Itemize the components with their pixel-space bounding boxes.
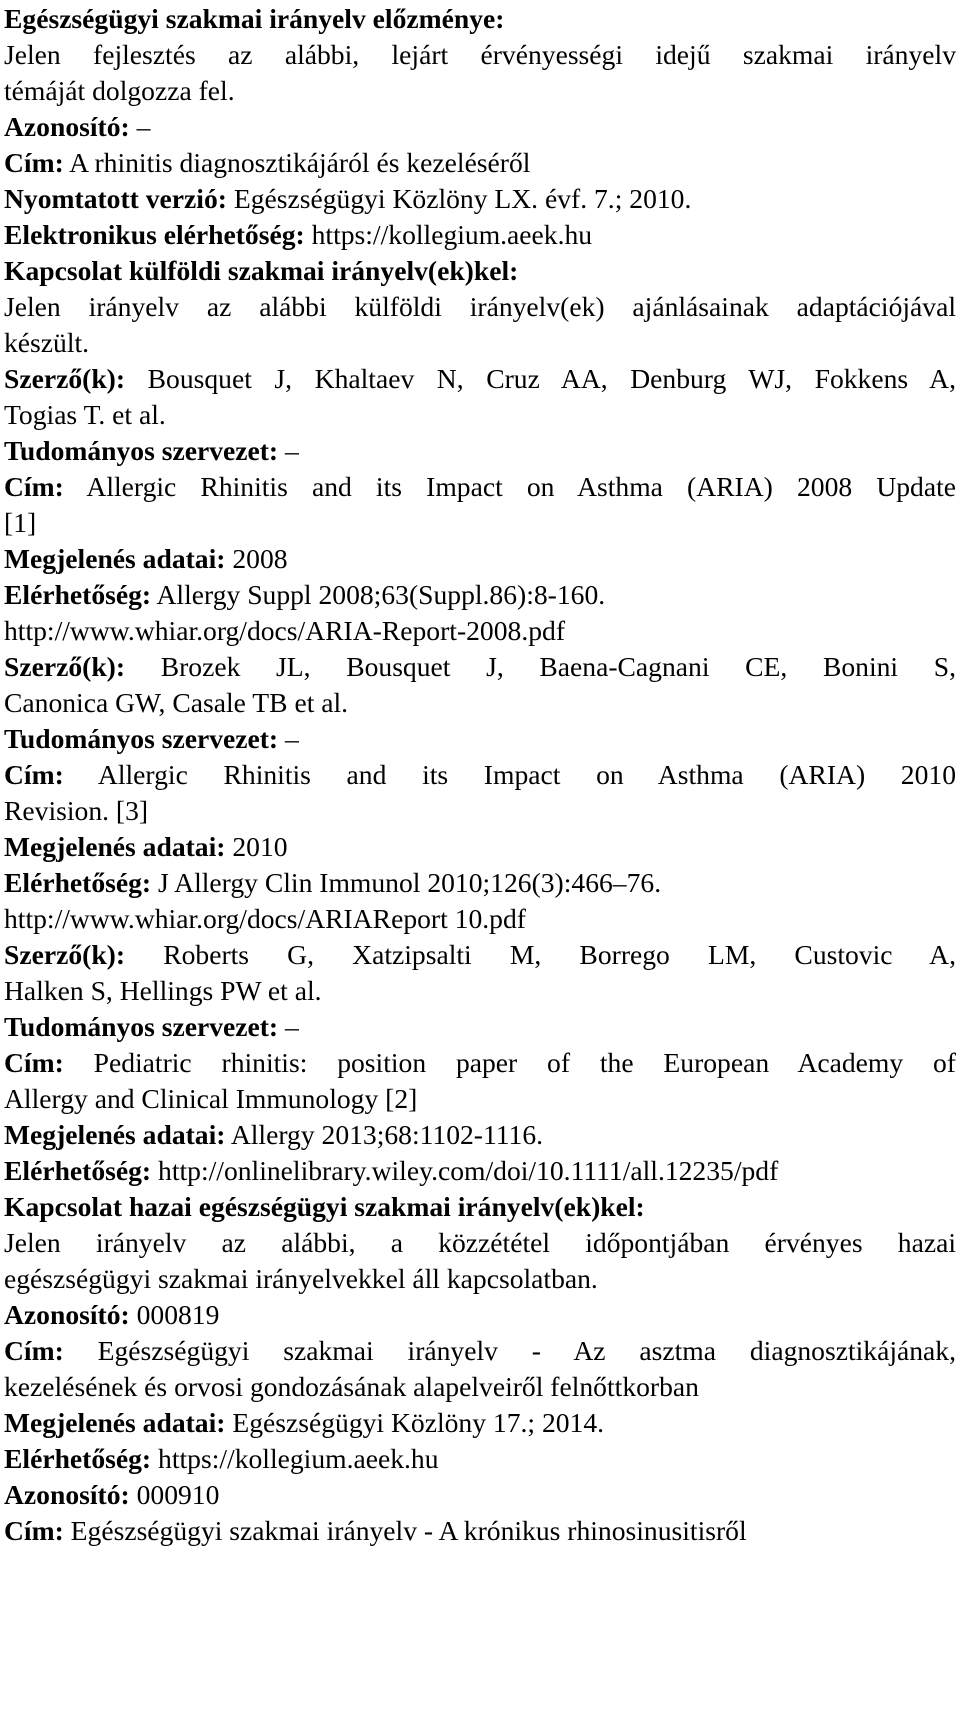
field-label: Cím:	[4, 1047, 64, 1078]
text-line	[4, 398, 956, 434]
text-line	[4, 1082, 956, 1118]
field-label: Szerző(k):	[4, 939, 126, 970]
field-label: Megjelenés adatai:	[4, 1119, 226, 1150]
text-line	[4, 1154, 956, 1190]
text-line	[4, 506, 956, 542]
text-line	[4, 434, 956, 470]
text-line	[4, 326, 956, 362]
text-line	[4, 74, 956, 110]
text-line	[4, 866, 956, 902]
field-label: Kapcsolat hazai egészségügyi szakmai irányelv(ek)kel:	[4, 1191, 645, 1222]
field-value: Allergy 2013;68:1102-1116.	[225, 1119, 544, 1150]
field-label: Kapcsolat külföldi szakmai irányelv(ek)kel:	[4, 255, 519, 286]
field-value: kezelésének és orvosi gondozásának alapelveiről felnőttkorban	[4, 1371, 699, 1402]
field-label: Azonosító:	[4, 1479, 130, 1510]
text-line	[4, 1442, 956, 1478]
text-line	[4, 686, 956, 722]
field-label: Cím:	[4, 759, 64, 790]
field-value: http://onlinelibrary.wiley.com/doi/10.1111/all.12235/pdf	[151, 1155, 779, 1186]
text-line	[4, 614, 956, 650]
field-value: [1]	[4, 507, 37, 538]
field-value: Roberts G, Xatzipsalti M, Borrego LM, Custovic A,	[125, 939, 956, 970]
field-label: Cím:	[4, 1335, 64, 1366]
field-value: Allergic Rhinitis and its Impact on Asthma (ARIA) 2008 Update	[63, 471, 956, 502]
field-value: A rhinitis diagnosztikájáról és kezeléséről	[63, 147, 531, 178]
field-value: 000819	[129, 1299, 220, 1330]
field-value: készült.	[4, 327, 90, 358]
field-value: Jelen irányelv az alábbi külföldi irányelv(ek) ajánlásainak adaptációjával	[4, 291, 956, 322]
field-label: Megjelenés adatai:	[4, 543, 226, 574]
field-label: Cím:	[4, 147, 64, 178]
text-line	[4, 1190, 956, 1226]
text-line	[4, 1010, 956, 1046]
field-value: 2010	[225, 831, 288, 862]
field-value: Allergy and Clinical Immunology [2]	[4, 1083, 418, 1114]
field-label: Tudományos szervezet:	[4, 723, 279, 754]
field-value: Jelen fejlesztés az alábbi, lejárt érvényességi idejű szakmai irányelv	[4, 39, 956, 70]
field-label: Cím:	[4, 1515, 64, 1546]
text-line	[4, 182, 956, 218]
field-value: http://www.whiar.org/docs/ARIA-Report-2008.pdf	[4, 615, 566, 646]
field-label: Megjelenés adatai:	[4, 1407, 226, 1438]
text-line	[4, 722, 956, 758]
field-value: Revision. [3]	[4, 795, 149, 826]
field-label: Elérhetőség:	[4, 867, 152, 898]
text-line	[4, 38, 956, 74]
field-value: https://kollegium.aeek.hu	[304, 219, 593, 250]
text-line	[4, 542, 956, 578]
text-line	[4, 1262, 956, 1298]
field-label: Cím:	[4, 471, 64, 502]
field-value: 000910	[129, 1479, 220, 1510]
field-value: Egészségügyi szakmai irányelv - A krónikus rhinosinusitisről	[63, 1515, 747, 1546]
field-value: Canonica GW, Casale TB et al.	[4, 687, 349, 718]
field-label: Azonosító:	[4, 1299, 130, 1330]
text-line	[4, 110, 956, 146]
text-line	[4, 650, 956, 686]
field-label: Tudományos szervezet:	[4, 435, 279, 466]
field-value: Togias T. et al.	[4, 399, 166, 430]
field-label: Nyomtatott verzió:	[4, 183, 227, 214]
text-line	[4, 1298, 956, 1334]
field-value: Bousquet J, Khaltaev N, Cruz AA, Denburg WJ, Fokkens A,	[125, 363, 956, 394]
field-value: 2008	[225, 543, 288, 574]
field-value: Egészségügyi Közlöny 17.; 2014.	[225, 1407, 605, 1438]
field-value: Jelen irányelv az alábbi, a közzététel időpontjában érvényes hazai	[4, 1227, 956, 1258]
field-label: Egészségügyi szakmai irányelv előzménye:	[4, 3, 505, 34]
field-value: https://kollegium.aeek.hu	[151, 1443, 439, 1474]
text-line	[4, 218, 956, 254]
text-line	[4, 1478, 956, 1514]
text-line	[4, 1514, 956, 1550]
field-label: Azonosító:	[4, 111, 130, 142]
field-value: –	[278, 1011, 299, 1042]
field-value: Egészségügyi Közlöny LX. évf. 7.; 2010.	[226, 183, 692, 214]
text-line	[4, 938, 956, 974]
field-label: Megjelenés adatai:	[4, 831, 226, 862]
field-value: –	[129, 111, 151, 142]
text-line	[4, 254, 956, 290]
field-value: Brozek JL, Bousquet J, Baena-Cagnani CE, Bonini S,	[125, 651, 956, 682]
text-line	[4, 1118, 956, 1154]
text-line	[4, 362, 956, 398]
field-label: Elektronikus elérhetőség:	[4, 219, 305, 250]
field-value: Egészségügyi szakmai irányelv - Az asztma diagnosztikájának,	[63, 1335, 956, 1366]
field-label: Szerző(k):	[4, 363, 126, 394]
field-value: témáját dolgozza fel.	[4, 75, 235, 106]
field-value: J Allergy Clin Immunol 2010;126(3):466–76.	[151, 867, 662, 898]
text-line	[4, 1334, 956, 1370]
field-label: Elérhetőség:	[4, 579, 152, 610]
text-line	[4, 578, 956, 614]
field-value: Pediatric rhinitis: position paper of the European Academy of	[63, 1047, 956, 1078]
text-line	[4, 1226, 956, 1262]
text-line	[4, 794, 956, 830]
text-line	[4, 2, 956, 38]
field-value: Halken S, Hellings PW et al.	[4, 975, 322, 1006]
text-line	[4, 1370, 956, 1406]
text-line	[4, 146, 956, 182]
text-line	[4, 290, 956, 326]
field-value: Allergic Rhinitis and its Impact on Asthma (ARIA) 2010	[63, 759, 956, 790]
field-value: –	[278, 435, 299, 466]
text-line	[4, 1406, 956, 1442]
field-value: egészségügyi szakmai irányelvekkel áll kapcsolatban.	[4, 1263, 598, 1294]
text-line	[4, 830, 956, 866]
text-line	[4, 974, 956, 1010]
field-label: Tudományos szervezet:	[4, 1011, 279, 1042]
field-value: –	[278, 723, 299, 754]
field-label: Elérhetőség:	[4, 1155, 152, 1186]
field-label: Szerző(k):	[4, 651, 126, 682]
field-value: http://www.whiar.org/docs/ARIAReport 10.pdf	[4, 903, 526, 934]
field-label: Elérhetőség:	[4, 1443, 152, 1474]
text-line	[4, 470, 956, 506]
text-line	[4, 1046, 956, 1082]
text-line	[4, 902, 956, 938]
text-line	[4, 758, 956, 794]
field-value: Allergy Suppl 2008;63(Suppl.86):8-160.	[151, 579, 606, 610]
